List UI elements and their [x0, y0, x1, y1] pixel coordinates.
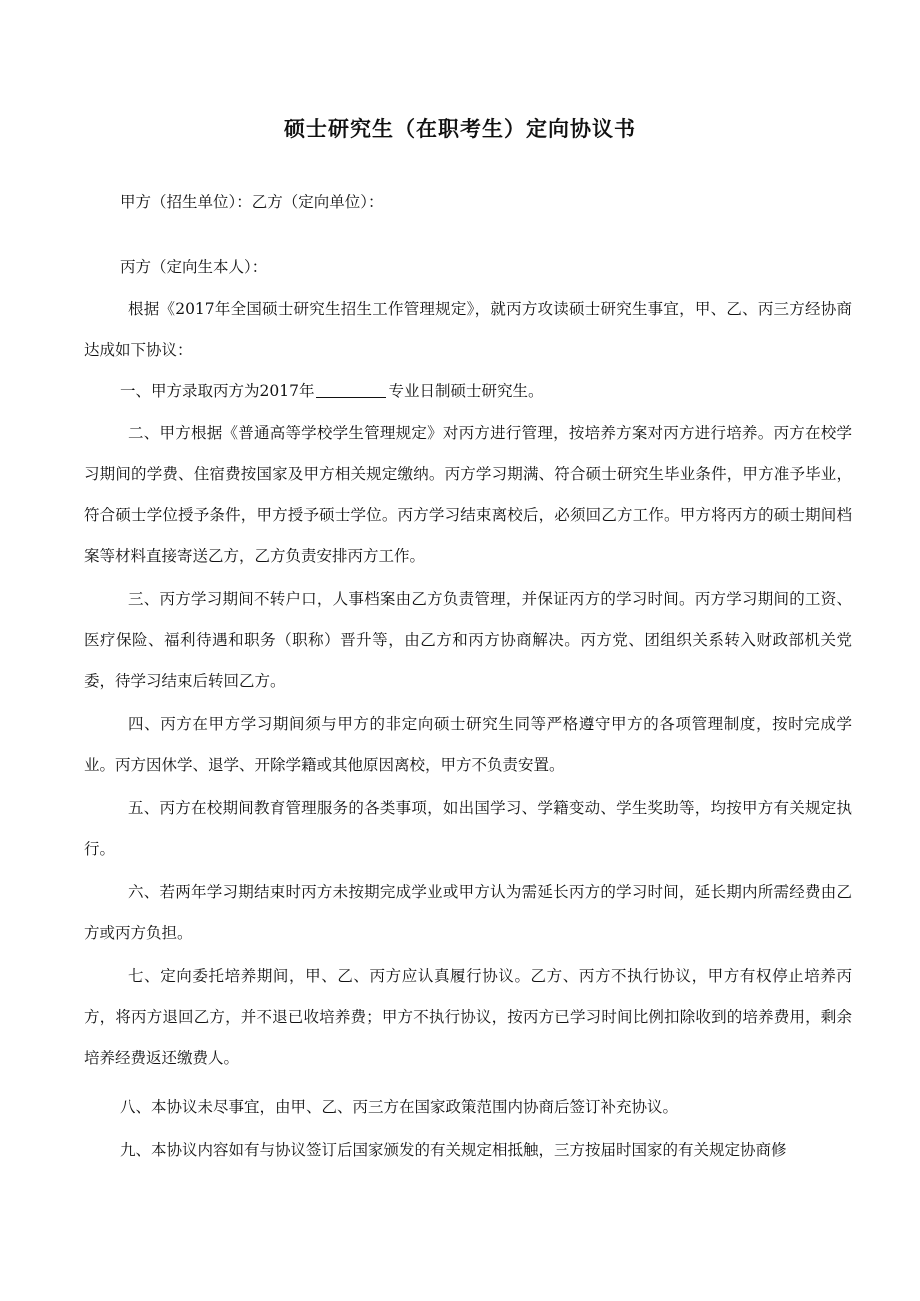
clause-1-text-before: 一、甲方录取丙方为2017年 — [120, 382, 315, 400]
clause-3: 三、丙方学习期间不转户口，人事档案由乙方负责管理，并保证丙方的学习时间。丙方学习期间的工资、医疗保险、福利待遇和职务（职称）晋升等，由乙方和丙方协商解决。丙方党、团组织关系转入财政部机关党委，待学习结束后转回乙方。 — [84, 590, 852, 690]
clause-7: 七、定向委托培养期间，甲、乙、丙方应认真履行协议。乙方、丙方不执行协议，甲方有权停止培养丙方，将丙方退回乙方，并不退已收培养费；甲方不执行协议，按丙方已学习时间比例扣除收到的培养费用，剩余培养经费返还缴费人。 — [84, 967, 852, 1067]
clause-5: 五、丙方在校期间教育管理服务的各类事项，如出国学习、学籍变动、学生奖助等，均按甲方有关规定执行。 — [84, 799, 852, 858]
clause-8: 八、本协议未尽事宜，由甲、乙、丙三方在国家政策范围内协商后签订补充协议。 — [120, 1098, 679, 1116]
clause-6: 六、若两年学习期结束时丙方未按期完成学业或甲方认为需延长丙方的学习时间，延长期内所需经费由乙方或丙方负担。 — [84, 883, 852, 942]
party-c-line: 丙方（定向生本人）： — [120, 258, 268, 276]
document-title: 硕士研究生（在职考生）定向协议书 — [284, 117, 636, 141]
major-blank-line — [316, 383, 386, 398]
clause-4: 四、丙方在甲方学习期间须与甲方的非定向硕士研究生同等严格遵守甲方的各项管理制度，按时完成学业。丙方因休学、退学、开除学籍或其他原因离校，甲方不负责安置。 — [84, 715, 852, 774]
intro-paragraph: 根据《2017年全国硕士研究生招生工作管理规定》，就丙方攻读硕士研究生事宜，甲、乙、丙三方经协商达成如下协议： — [84, 300, 852, 359]
clause-1 — [120, 381, 543, 401]
party-a-b-line: 甲方（招生单位）：乙方（定向单位）： — [120, 193, 384, 211]
clause-9: 九、本协议内容如有与协议签订后国家颁发的有关规定相抵触，三方按届时国家的有关规定协商修 — [120, 1141, 787, 1159]
clause-1-text-after: 专业日制硕士研究生。 — [388, 382, 544, 400]
clause-2: 二、甲方根据《普通高等学校学生管理规定》对丙方进行管理，按培养方案对丙方进行培养。丙方在校学习期间的学费、住宿费按国家及甲方相关规定缴纳。丙方学习期满、符合硕士研究生毕业条件，甲方准予毕业，符合硕士学位授予条件，甲方授予硕士学位。丙方学习结束离校后，必须回乙方工作。甲方将丙方的硕士期间档案等材料直接寄送乙方，乙方负责安排丙方工作。 — [84, 424, 852, 565]
